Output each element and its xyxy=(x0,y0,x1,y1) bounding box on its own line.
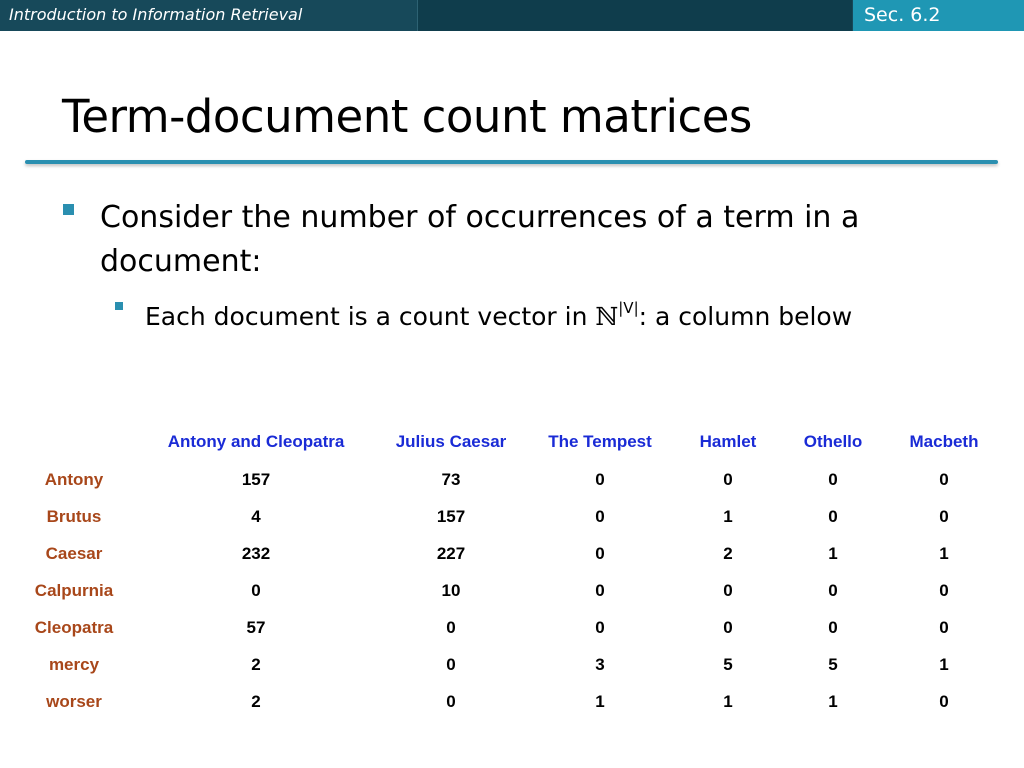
count-cell: 4 xyxy=(251,506,261,526)
top-banner xyxy=(0,0,1024,31)
count-cell: 0 xyxy=(446,654,456,674)
count-cell: 2 xyxy=(251,654,261,674)
count-cell: 73 xyxy=(441,469,461,489)
count-cell: 0 xyxy=(939,691,949,711)
corner-cell xyxy=(10,423,138,461)
vocabulary-size-exponent: |V| xyxy=(618,299,639,317)
table-row xyxy=(10,683,1006,720)
term-document-matrix xyxy=(10,423,1006,720)
count-cell: 0 xyxy=(595,506,605,526)
natural-numbers-symbol: ℕ xyxy=(595,302,619,331)
column-header: Hamlet xyxy=(699,432,757,451)
count-cell: 5 xyxy=(723,654,733,674)
count-cell: 0 xyxy=(828,617,838,637)
count-cell: 157 xyxy=(436,506,466,526)
count-cell: 3 xyxy=(595,654,605,674)
count-cell: 0 xyxy=(828,469,838,489)
count-cell: 2 xyxy=(251,691,261,711)
column-header: The Tempest xyxy=(548,432,652,451)
square-bullet-icon xyxy=(63,204,74,215)
title-underline xyxy=(25,160,998,164)
table-row xyxy=(10,461,1006,498)
bullet-text: Consider the number of occurrences of a term in a document: xyxy=(100,200,860,279)
count-cell: 0 xyxy=(828,580,838,600)
column-header-row xyxy=(10,423,1006,461)
count-cell: 1 xyxy=(595,691,605,711)
count-cell: 0 xyxy=(723,617,733,637)
sub-bullet-prefix: Each document is a count vector in xyxy=(145,302,596,331)
count-cell: 0 xyxy=(939,580,949,600)
column-header: Julius Caesar xyxy=(395,432,507,451)
row-header: worser xyxy=(46,691,102,711)
count-cell: 1 xyxy=(828,691,838,711)
count-cell: 0 xyxy=(595,617,605,637)
row-header: mercy xyxy=(48,654,100,674)
table-row xyxy=(10,572,1006,609)
count-cell: 0 xyxy=(723,469,733,489)
banner-segment-middle xyxy=(418,0,852,31)
count-cell: 0 xyxy=(828,506,838,526)
count-cell: 57 xyxy=(246,617,266,637)
table-row xyxy=(10,609,1006,646)
count-cell: 1 xyxy=(723,506,733,526)
sub-bullet-suffix: : a column below xyxy=(638,302,853,331)
column-header: Macbeth xyxy=(909,432,979,451)
count-cell: 227 xyxy=(436,543,466,563)
count-cell: 157 xyxy=(241,469,271,489)
row-header: Brutus xyxy=(46,506,102,526)
count-cell: 1 xyxy=(939,543,949,563)
column-header: Antony and Cleopatra xyxy=(167,432,345,451)
count-cell: 0 xyxy=(595,469,605,489)
slide-title: Term-document count matrices xyxy=(62,90,752,143)
section-label: Sec. 6.2 xyxy=(864,4,941,26)
count-cell: 1 xyxy=(723,691,733,711)
count-cell: 5 xyxy=(828,654,838,674)
table-row xyxy=(10,498,1006,535)
count-cell: 10 xyxy=(441,580,461,600)
table-row xyxy=(10,535,1006,572)
count-cell: 0 xyxy=(251,580,261,600)
row-header: Caesar xyxy=(45,543,103,563)
count-cell: 0 xyxy=(446,617,456,637)
count-cell: 0 xyxy=(595,580,605,600)
course-title: Introduction to Information Retrieval xyxy=(9,5,303,24)
count-cell: 0 xyxy=(939,506,949,526)
column-header: Othello xyxy=(803,432,863,451)
count-cell: 1 xyxy=(828,543,838,563)
sub-bullet-text xyxy=(145,291,852,334)
count-cell: 0 xyxy=(723,580,733,600)
row-header: Calpurnia xyxy=(34,580,114,600)
count-cell: 0 xyxy=(939,469,949,489)
square-bullet-icon xyxy=(115,302,123,310)
table-row xyxy=(10,646,1006,683)
row-header: Cleopatra xyxy=(34,617,114,637)
count-cell: 1 xyxy=(939,654,949,674)
count-cell: 0 xyxy=(446,691,456,711)
count-cell: 2 xyxy=(723,543,733,563)
count-cell: 0 xyxy=(939,617,949,637)
row-header: Antony xyxy=(44,469,104,489)
count-cell: 232 xyxy=(241,543,271,563)
count-cell: 0 xyxy=(595,543,605,563)
